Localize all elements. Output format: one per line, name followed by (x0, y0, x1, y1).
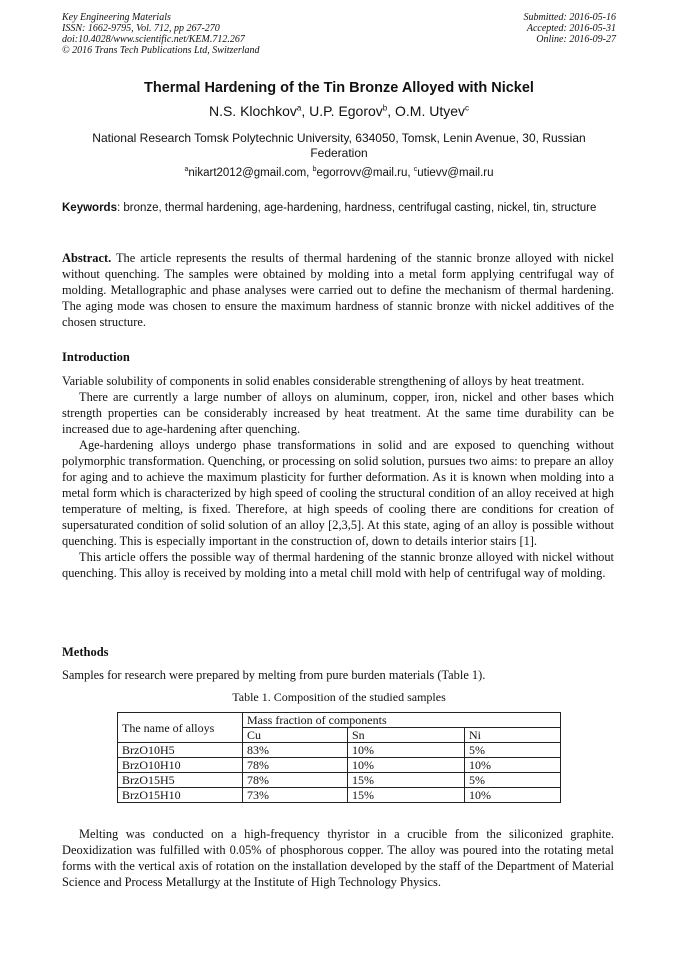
paragraph: Melting was conducted on a high-frequency thyristor in a crucible from the siliconized graphite. Deoxidization was fulfilled with 0.05% of phosphorous copper. The alloy was poured into the rotating metal forms with the vertical axis of rotation on the installation developed by the staff of the Department of Material Science and Process Metallurgy at the Institute of High Technology Physics. (62, 827, 614, 889)
issn: ISSN: 1662-9795, Vol. 712, pp 267-270 (62, 23, 220, 34)
author-sup: a (296, 103, 302, 113)
table-cell: 78% (243, 773, 348, 788)
table-cell: BrzO10H5 (118, 743, 243, 758)
email-link[interactable]: nikart2012@gmail.com (188, 166, 307, 179)
table-cell: 78% (243, 758, 348, 773)
table-cell: BrzO15H5 (118, 773, 243, 788)
abstract (62, 250, 614, 330)
table-header-cell: Ni (465, 728, 561, 743)
author-sup: c (465, 103, 470, 113)
abstract-text: The article represents the results of thermal hardening of the stannic bronze alloyed with nickel without quenching. The samples were obtained by molding into a metal form applying centrifugal way of molding. Metallographic and phase analyses were carried out to define the mechanism of thermal hardening. The aging mode was chosen to ensure the maximum hardness of stannic bronze with nickel additives of the chosen structure. (62, 251, 614, 329)
doi: doi:10.4028/www.scientific.net/KEM.712.267 (62, 34, 245, 45)
submitted-date: Submitted: 2016-05-16 (523, 12, 616, 23)
paragraph: There are currently a large number of alloys on aluminum, copper, iron, nickel and other bases which strength properties can be considerably increased by heat treatment. At the same time durability can be increased due to age-hardening after quenching. (62, 390, 614, 436)
author-name: O.M. Utyev (395, 103, 466, 119)
introduction-body (62, 373, 614, 581)
methods-intro (62, 667, 614, 683)
email-sup: a (184, 166, 189, 173)
journal-info (62, 12, 260, 56)
table-row (118, 743, 561, 758)
table-cell: 10% (465, 788, 561, 803)
email-sup: b (312, 166, 317, 173)
table-row (118, 773, 561, 788)
table-cell: 10% (348, 743, 465, 758)
dates-info (524, 12, 617, 45)
composition-table (117, 712, 561, 803)
paragraph: Variable solubility of components in solid enables considerable strengthening of alloys by heat treatment. (62, 374, 585, 388)
table-row (118, 758, 561, 773)
abstract-label: Abstract. (62, 251, 112, 265)
journal-name: Key Engineering Materials (62, 12, 171, 23)
table-cell: 5% (465, 743, 561, 758)
author-name: U.P. Egorov (309, 103, 383, 119)
accepted-date: Accepted: 2016-05-31 (526, 23, 616, 34)
table-cell: 10% (465, 758, 561, 773)
paragraph: Samples for research were prepared by melting from pure burden materials (Table 1). (62, 668, 486, 682)
table-cell: 10% (348, 758, 465, 773)
methods-heading: Methods (62, 645, 109, 659)
author-name: N.S. Klochkov (208, 103, 297, 119)
email-link[interactable]: utievv@mail.ru (417, 166, 494, 179)
affiliation: National Research Tomsk Polytechnic University, 634050, Tomsk, Lenin Avenue, 30, Russian Federation (92, 131, 586, 160)
paragraph: Age-hardening alloys undergo phase transformations in solid and are exposed to quenching without polymorphic transformation. Quenching, or processing on solid solution, pursues two aims: to prepare an alloy for aging and to achieve the maximum plasticity for further deformation. As it is known when molding into a metal form which is characterized by high speed of cooling the structural condition of an alloy received at high temperature of melting, is fixed. Therefore, at high speeds of cooling there are conditions for creation of supersaturated condition of solid solution of an alloy [2,3,5]. At this state, aging of an alloy is possible without quenching. This is especially important in the construction of, down to details interior stairs [1]. (62, 438, 614, 548)
online-date: Online: 2016-09-27 (536, 34, 616, 45)
keywords-label: Keywords (62, 202, 117, 214)
introduction-heading: Introduction (62, 350, 130, 364)
email-sup: c (413, 166, 418, 173)
author-list: N.S. Klochkov$^a$, U.P. Egorov$^b$, O.M. Utyev$^c$ (208, 103, 470, 119)
table-cell: 15% (348, 773, 465, 788)
table-header-cell: Sn (348, 728, 465, 743)
table-cell: 83% (243, 743, 348, 758)
keywords-text: : bronze, thermal hardening, age-hardening, hardness, centrifugal casting, nickel, tin, structure (116, 202, 597, 214)
copyright: © 2016 Trans Tech Publications Ltd, Switzerland (62, 45, 260, 56)
author-sup: b (382, 103, 388, 113)
table-caption: Table 1. Composition of the studied samples (232, 690, 446, 704)
email-link[interactable]: egorrovv@mail.ru (316, 166, 408, 179)
paper-title: Thermal Hardening of the Tin Bronze Alloyed with Nickel (144, 80, 534, 96)
table-cell: 15% (348, 788, 465, 803)
table-header-cell: The name of alloys (118, 713, 243, 743)
paragraph: This article offers the possible way of thermal hardening of the stannic bronze alloyed with nickel without quenching. This alloy is received by molding into a metal chill mold with help of centrifugal way of molding. (62, 550, 614, 580)
methods-body (62, 826, 614, 890)
table-cell: 73% (243, 788, 348, 803)
table-header-cell: Cu (243, 728, 348, 743)
table-cell: 5% (465, 773, 561, 788)
table-cell: BrzO15H10 (118, 788, 243, 803)
table-row (118, 788, 561, 803)
table-header-cell: Mass fraction of components (243, 713, 561, 728)
email-list: $^a$nikart2012@gmail.com, $^b$egorrovv@mail.ru, $^c$utievv@mail.ru (184, 166, 494, 179)
table-cell: BrzO10H10 (118, 758, 243, 773)
table-header-row (118, 713, 561, 728)
keywords (62, 201, 614, 216)
